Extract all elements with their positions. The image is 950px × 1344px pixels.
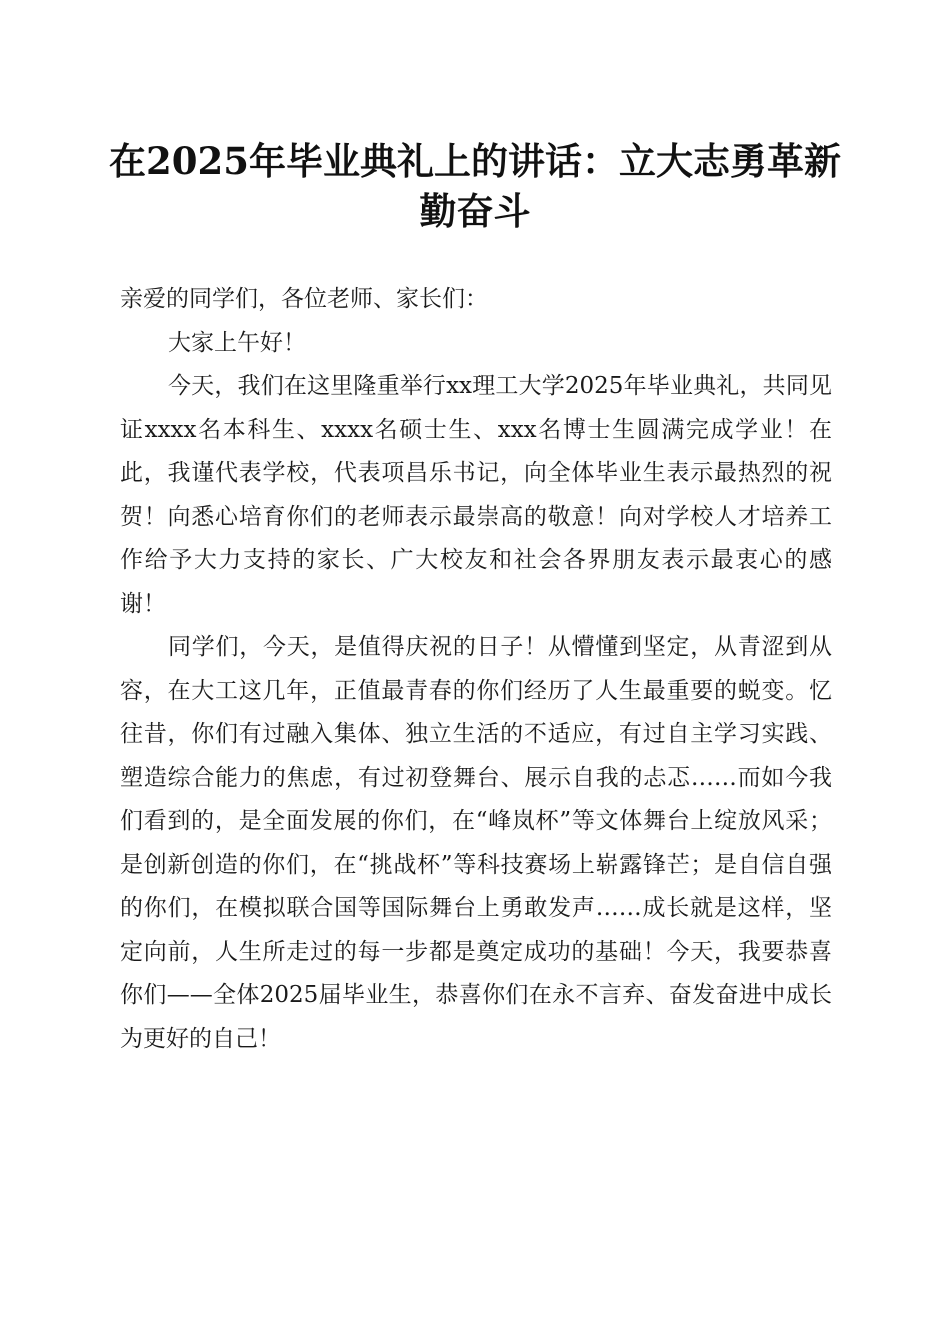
paragraph-1: 今天，我们在这里隆重举行xx理工大学2025年毕业典礼，共同见证xxxx名本科生、xxxx名硕士生、xxx名博士生圆满完成学业！在此，我谨代表学校，代表项昌乐书记，向全体毕业生表示最热烈的祝贺！向悉心培育你们的老师表示最崇高的敬意！向对学校人才培养工作给予大力支持的家长、广大校友和社会各界朋友表示最衷心的感谢！: [120, 373, 832, 617]
greeting: 大家上午好！: [168, 329, 306, 356]
document-body: [120, 278, 832, 1061]
document-title: [100, 136, 850, 236]
salutation: 亲爱的同学们，各位老师、家长们：: [120, 286, 488, 312]
paragraph-2: 同学们，今天，是值得庆祝的日子！从懵懂到坚定，从青涩到从容，在大工这几年，正值最青春的你们经历了人生最重要的蜕变。忆往昔，你们有过融入集体、独立生活的不适应，有过自主学习实践、塑造综合能力的焦虑，有过初登舞台、展示自我的忐忑……而如今我们看到的，是全面发展的你们，在“峰岚杯”等文体舞台上绽放风采；是创新创造的你们，在“挑战杯”等科技赛场上崭露锋芒；是自信自强的你们，在模拟联合国等国际舞台上勇敢发声……成长就是这样，坚定向前，人生所走过的每一步都是奠定成功的基础！今天，我要恭喜你们——全体2025届毕业生，恭喜你们在永不言弃、奋发奋进中成长为更好的自己！: [120, 634, 832, 1052]
title-line-1: 在2025年毕业典礼上的讲话：立大志勇革新: [109, 139, 841, 183]
title-line-2: 勤奋斗: [419, 189, 531, 233]
